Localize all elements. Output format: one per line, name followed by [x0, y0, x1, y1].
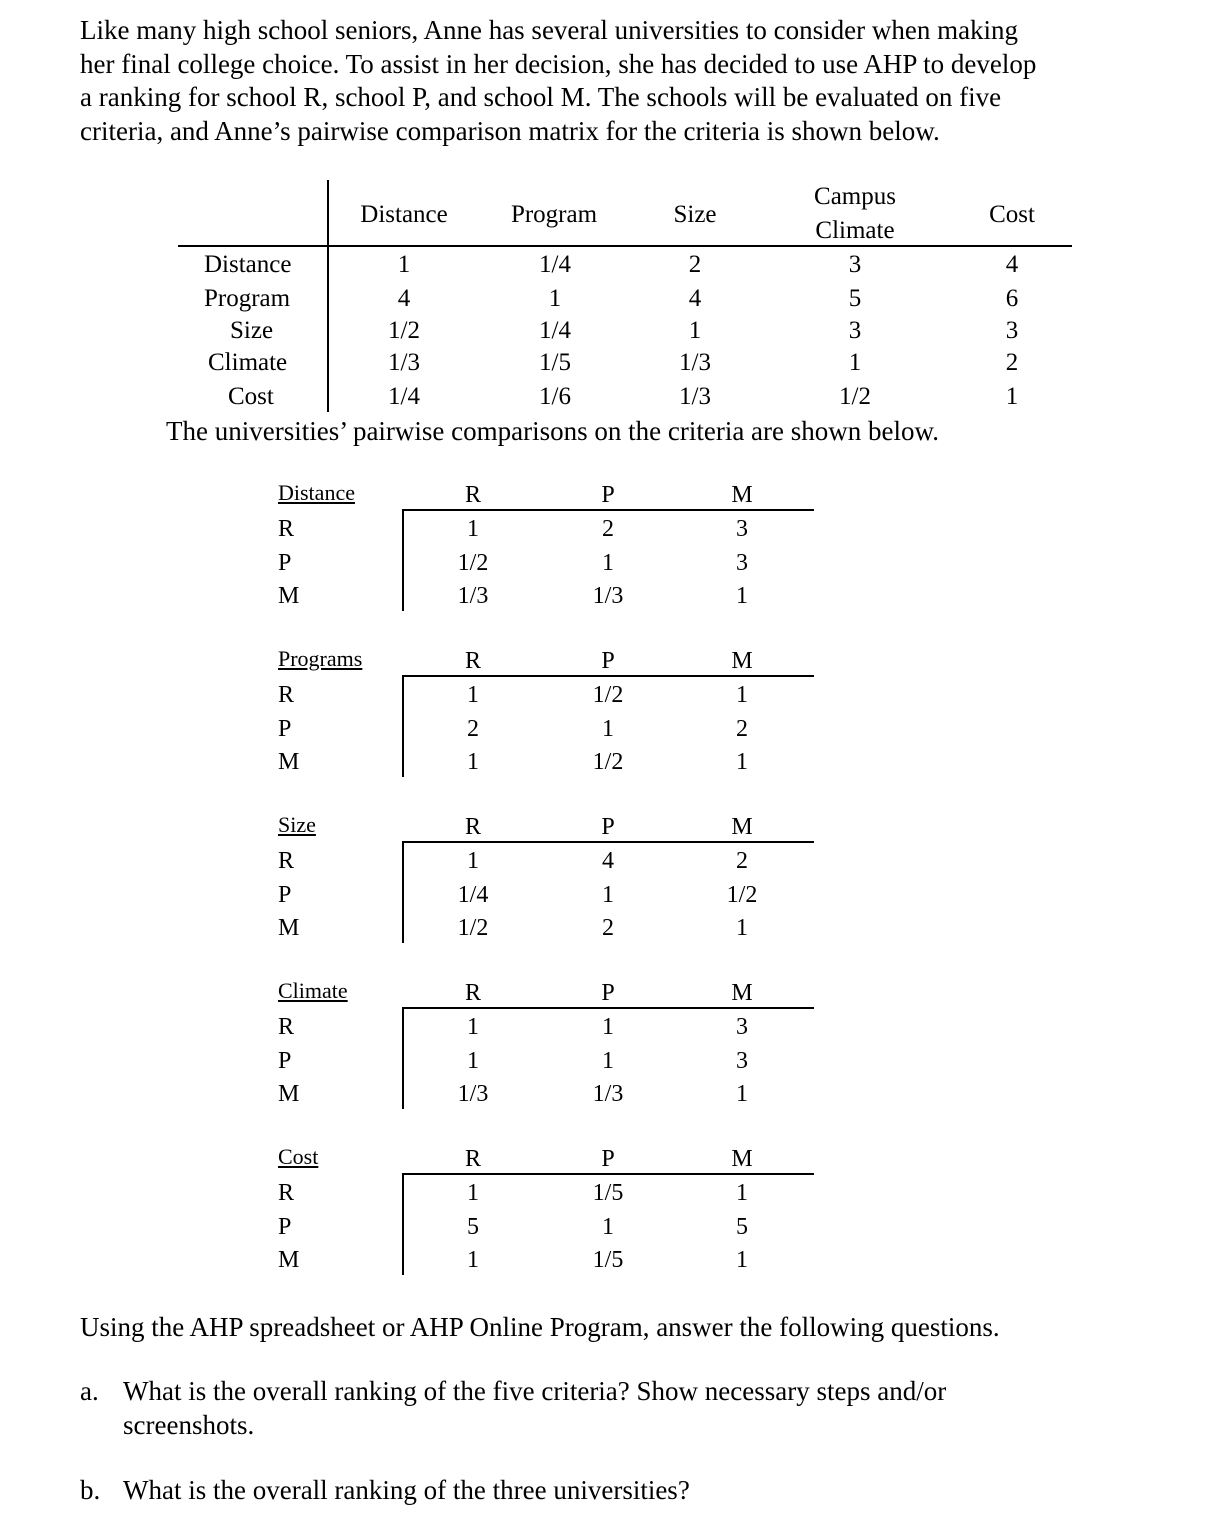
matrix-cell: 1 — [736, 1247, 748, 1273]
matrix-column-header: R — [464, 814, 481, 840]
matrix-cell: 1 — [736, 1180, 748, 1206]
matrix-cell: 1/3 — [457, 583, 489, 609]
matrix-row-label: M — [278, 749, 300, 775]
matrix-title: Size — [278, 812, 316, 837]
matrix-column-header: R — [464, 980, 481, 1006]
criteria-cell: 4 — [397, 285, 411, 312]
matrix-title: Cost — [278, 1144, 319, 1169]
matrix-row-label: M — [278, 1247, 300, 1273]
matrix-cell: 1/3 — [592, 583, 624, 609]
criteria-row-label-size: Size — [230, 317, 274, 344]
matrix-column-header: P — [601, 1146, 615, 1172]
matrix-row-label: R — [278, 682, 295, 708]
matrix-cell: 1 — [467, 682, 479, 708]
matrix-row-label: M — [278, 583, 300, 609]
criteria-cell: 1/4 — [388, 383, 420, 410]
matrix-row-label: P — [278, 882, 292, 908]
criteria-cell: 5 — [848, 285, 862, 312]
matrix-column-header: P — [601, 648, 615, 674]
criteria-cell: 1/6 — [539, 383, 571, 410]
intro-paragraph — [80, 14, 1140, 148]
matrix-horizontal-rule — [403, 841, 814, 843]
matrix-column-header: P — [601, 814, 615, 840]
matrix-column-header: M — [731, 482, 753, 508]
criteria-header-cost: Cost — [989, 201, 1035, 228]
matrix-cell: 2 — [602, 915, 614, 941]
criteria-cell: 1/3 — [679, 383, 711, 410]
matrix-column-header: M — [731, 648, 753, 674]
matrix-cell: 1 — [602, 1048, 614, 1074]
criteria-cell: 1/4 — [539, 317, 571, 344]
matrix-cell: 1/3 — [592, 1081, 624, 1107]
criteria-cell: 1 — [397, 251, 411, 278]
question-b-line-1: What is the overall ranking of the three universities? — [123, 1475, 690, 1505]
matrix-row-label: P — [278, 550, 292, 576]
criteria-cell: 4 — [688, 285, 702, 312]
question-a-marker: a. — [80, 1376, 99, 1406]
criteria-cell: 1 — [548, 285, 562, 312]
matrix-column-header: R — [464, 648, 481, 674]
matrix-row-label: R — [278, 1180, 295, 1206]
criteria-row-label-distance: Distance — [204, 251, 292, 278]
matrix-cell: 4 — [602, 848, 614, 874]
matrix-cell: 1 — [602, 1214, 614, 1240]
matrix-row-label: M — [278, 1081, 300, 1107]
criteria-header-size: Size — [673, 201, 717, 228]
question-a-line-2: screenshots. — [123, 1410, 255, 1440]
matrix-cell: 3 — [736, 516, 748, 542]
intro-line-1: Like many high school seniors, Anne has several universities to consider when making — [80, 15, 1019, 45]
criteria-header-distance: Distance — [360, 201, 448, 228]
matrix-cell: 1 — [467, 1180, 479, 1206]
matrix-cell: 1 — [467, 1048, 479, 1074]
matrix-cell: 1/5 — [592, 1180, 624, 1206]
criteria-cell: 1/2 — [388, 317, 420, 344]
matrix-cell: 1/2 — [592, 749, 624, 775]
matrix-cell: 1 — [467, 516, 479, 542]
criteria-cell: 1 — [1005, 383, 1019, 410]
matrix-column-header: M — [731, 814, 753, 840]
matrix-row-label: M — [278, 915, 300, 941]
criteria-cell: 3 — [848, 251, 862, 278]
matrix-cell: 1/2 — [457, 550, 489, 576]
matrix-cell: 1 — [602, 882, 614, 908]
criteria-cell: 1/5 — [539, 349, 571, 376]
matrix-vertical-rule — [402, 1007, 404, 1109]
matrix-vertical-rule — [402, 509, 404, 611]
matrix-horizontal-rule — [403, 1007, 814, 1009]
matrix-cell: 1/5 — [592, 1247, 624, 1273]
criteria-header-program: Program — [510, 201, 598, 228]
matrix-row-label: R — [278, 516, 295, 542]
matrix-cell: 1 — [467, 1014, 479, 1040]
matrix-vertical-rule — [402, 841, 404, 943]
criteria-cell: 4 — [1005, 251, 1019, 278]
criteria-cell: 1/3 — [679, 349, 711, 376]
matrix-title: Distance — [278, 480, 355, 505]
criteria-cell: 6 — [1005, 285, 1019, 312]
criteria-header-campus: Campus — [814, 183, 896, 210]
matrix-column-header: P — [601, 482, 615, 508]
intro-line-3: a ranking for school R, school P, and school M. The schools will be evaluated on five — [80, 82, 1002, 112]
matrix-row-label: P — [278, 1214, 292, 1240]
matrix-cell: 1 — [736, 1081, 748, 1107]
criteria-header-climate: Climate — [815, 217, 895, 244]
matrix-cell: 1 — [736, 915, 748, 941]
criteria-cell: 3 — [1005, 317, 1019, 344]
matrix-cell: 5 — [736, 1214, 748, 1240]
matrix-cell: 1 — [736, 583, 748, 609]
matrix-cell: 1/2 — [726, 882, 758, 908]
matrix-column-header: M — [731, 980, 753, 1006]
matrix-column-header: P — [601, 980, 615, 1006]
criteria-cell: 1/4 — [539, 251, 571, 278]
transition-text: The universities’ pairwise comparisons on the criteria are shown below. — [166, 416, 940, 446]
matrix-cell: 1 — [467, 749, 479, 775]
matrix-cell: 1/2 — [457, 915, 489, 941]
question-b-marker: b. — [80, 1475, 101, 1505]
matrix-cell: 1 — [602, 550, 614, 576]
matrix-row-label: P — [278, 1048, 292, 1074]
criteria-row-label-climate: Climate — [208, 349, 288, 376]
matrix-cell: 2 — [467, 716, 479, 742]
matrix-cell: 3 — [736, 1014, 748, 1040]
matrix-vertical-rule — [402, 675, 404, 777]
instructions-text: Using the AHP spreadsheet or AHP Online Program, answer the following questions. — [80, 1312, 1000, 1342]
matrix-cell: 1 — [736, 682, 748, 708]
matrix-horizontal-rule — [403, 675, 814, 677]
criteria-matrix-vertical-rule — [327, 180, 329, 412]
matrix-row-label: P — [278, 716, 292, 742]
criteria-row-label-program: Program — [204, 285, 291, 312]
matrix-horizontal-rule — [403, 509, 814, 511]
matrix-cell: 1 — [736, 749, 748, 775]
criteria-matrix-horizontal-rule — [178, 245, 1072, 247]
criteria-cell: 1 — [688, 317, 702, 344]
matrix-cell: 1/2 — [592, 682, 624, 708]
matrix-column-header: R — [464, 482, 481, 508]
criteria-cell: 2 — [688, 251, 702, 278]
criteria-cell: 1/2 — [839, 383, 871, 410]
criteria-cell: 3 — [848, 317, 862, 344]
matrix-row-label: R — [278, 1014, 295, 1040]
matrix-cell: 1/4 — [457, 882, 489, 908]
matrix-cell: 2 — [736, 848, 748, 874]
matrix-cell: 1/3 — [457, 1081, 489, 1107]
criteria-row-label-cost: Cost — [228, 383, 274, 410]
criteria-cell: 1 — [848, 349, 862, 376]
matrix-vertical-rule — [402, 1173, 404, 1275]
matrix-column-header: R — [464, 1146, 481, 1172]
matrix-cell: 5 — [467, 1214, 479, 1240]
intro-line-2: her final college choice. To assist in her decision, she has decided to use AHP to develop — [80, 48, 1037, 79]
matrix-cell: 2 — [736, 716, 748, 742]
matrix-cell: 3 — [736, 550, 748, 576]
matrix-title: Programs — [278, 646, 363, 671]
matrix-row-label: R — [278, 848, 295, 874]
matrix-cell: 2 — [602, 516, 614, 542]
question-a-line-1: What is the overall ranking of the five criteria? Show necessary steps and/or — [123, 1376, 947, 1406]
intro-line-4: criteria, and Anne’s pairwise comparison matrix for the criteria is shown below. — [80, 115, 940, 146]
matrix-column-header: M — [731, 1146, 753, 1172]
matrix-cell: 1 — [602, 716, 614, 742]
matrix-horizontal-rule — [403, 1173, 814, 1175]
matrix-cell: 1 — [602, 1014, 614, 1040]
matrix-cell: 3 — [736, 1048, 748, 1074]
matrix-title: Climate — [278, 978, 348, 1003]
criteria-cell: 2 — [1005, 349, 1019, 376]
criteria-cell: 1/3 — [388, 349, 420, 376]
matrix-cell: 1 — [467, 848, 479, 874]
matrix-cell: 1 — [467, 1247, 479, 1273]
